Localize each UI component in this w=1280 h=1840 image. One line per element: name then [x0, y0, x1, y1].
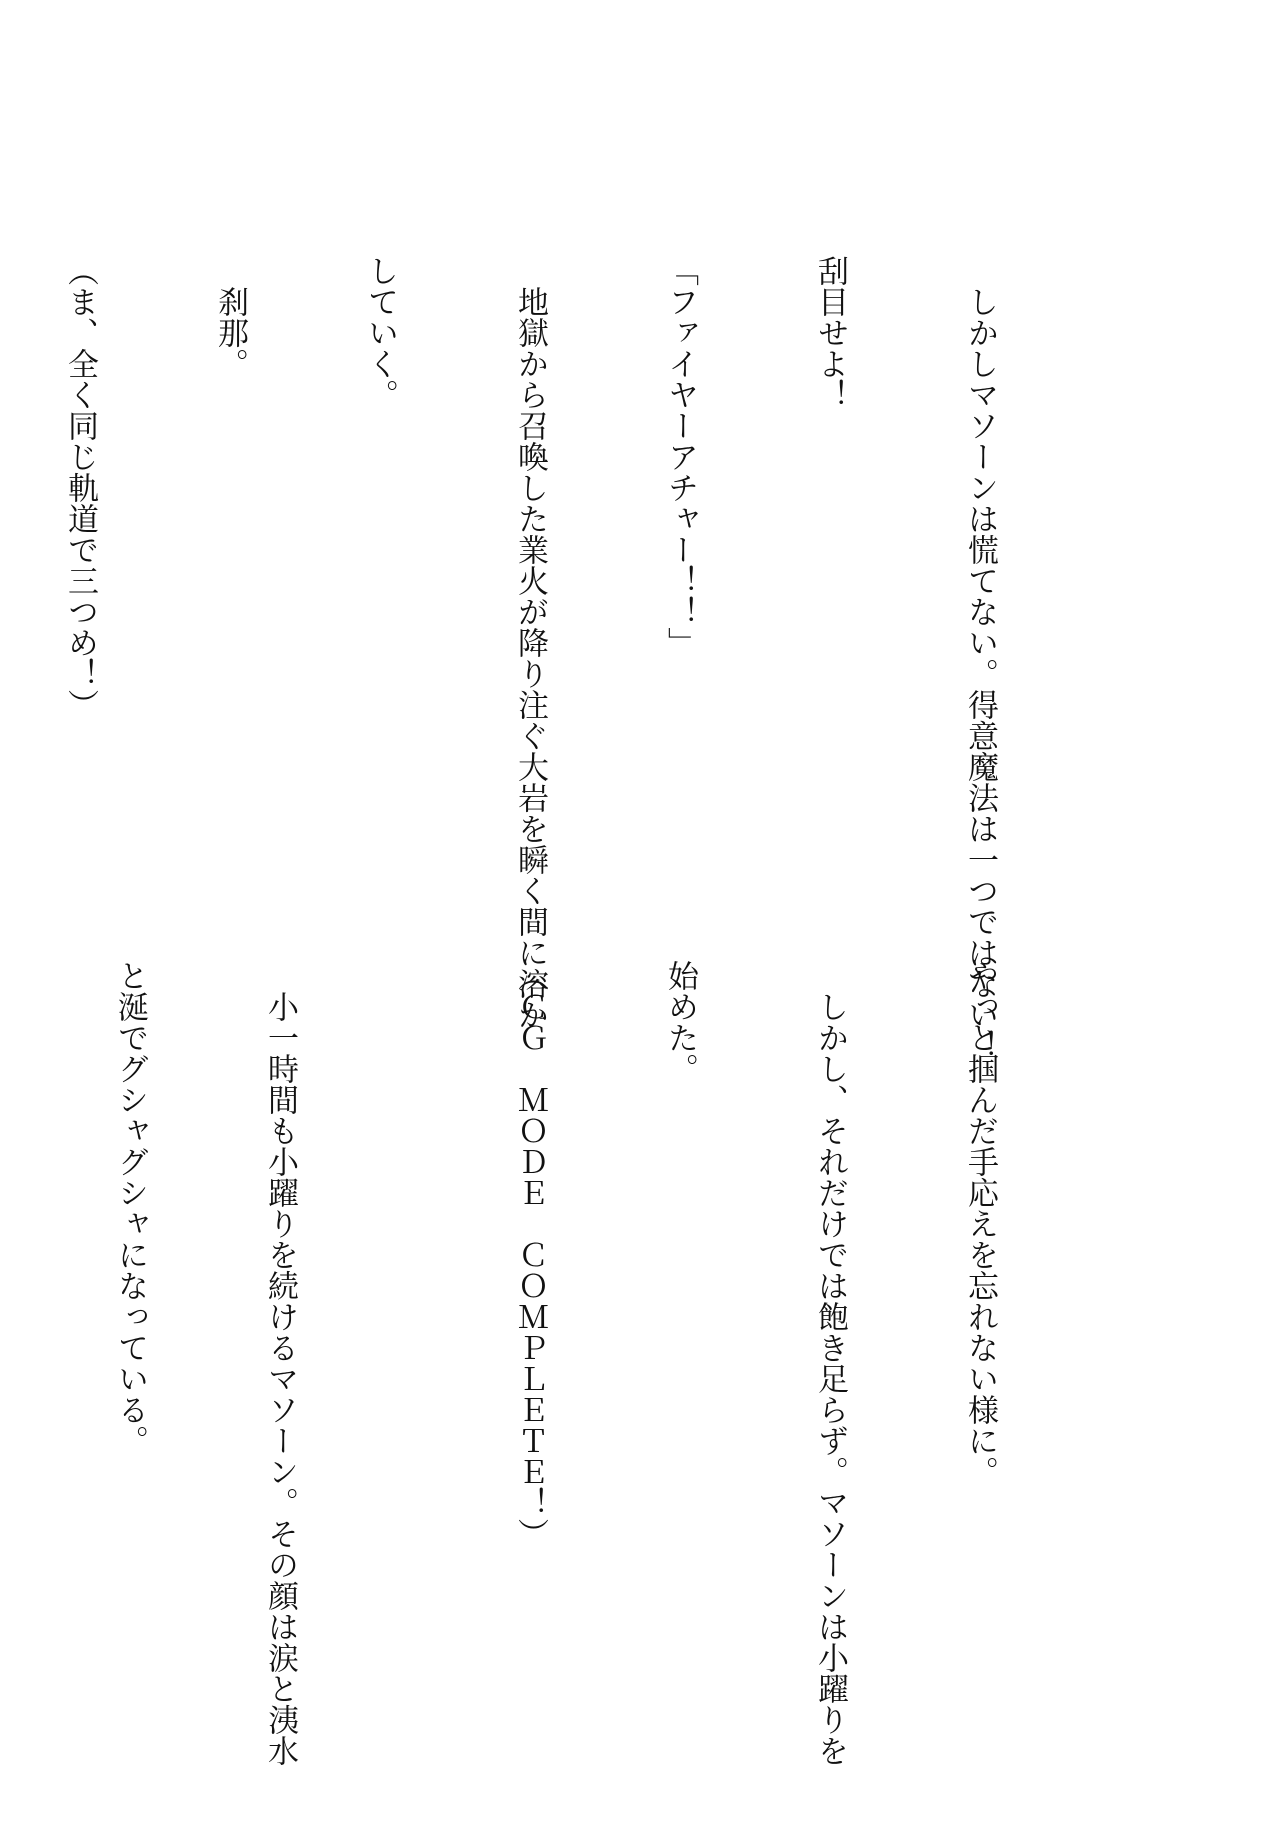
- text-line: 小一時間も小躍りを続けるマソーン。その顔は涙と洟水: [262, 960, 298, 1766]
- text-line: 刮目せよ！: [812, 255, 848, 410]
- text-line: （ＣＧ ＭＯＤＥ ＣＯＭＰＬＥＴＥ！）: [512, 960, 548, 1549]
- text-line: [0, 960, 5, 1660]
- text-line: と涎でグシャグシャになっている。: [112, 960, 148, 1456]
- text-line: 「ファイヤーアチャー！！」: [662, 255, 698, 658]
- text-line: していく。: [362, 255, 398, 410]
- text-line: 地獄から召喚した業火が降り注ぐ大岩を瞬く間に溶か: [512, 255, 548, 1030]
- text-line: 刹那。: [212, 255, 248, 379]
- text-line: （ま、全く同じ軌道で三つめ！）: [62, 255, 98, 720]
- text-line: しかしマソーンは慌てない。得意魔法は一つではない！: [962, 255, 998, 1061]
- text-line: しかし、それだけでは飽き足らず。マソーンは小躍りを: [812, 960, 848, 1766]
- text-line: 始めた。: [662, 960, 698, 1084]
- text-block-bottom: [0, 960, 1105, 1766]
- text-line: やっと掴んだ手応えを忘れない様に。: [962, 960, 998, 1487]
